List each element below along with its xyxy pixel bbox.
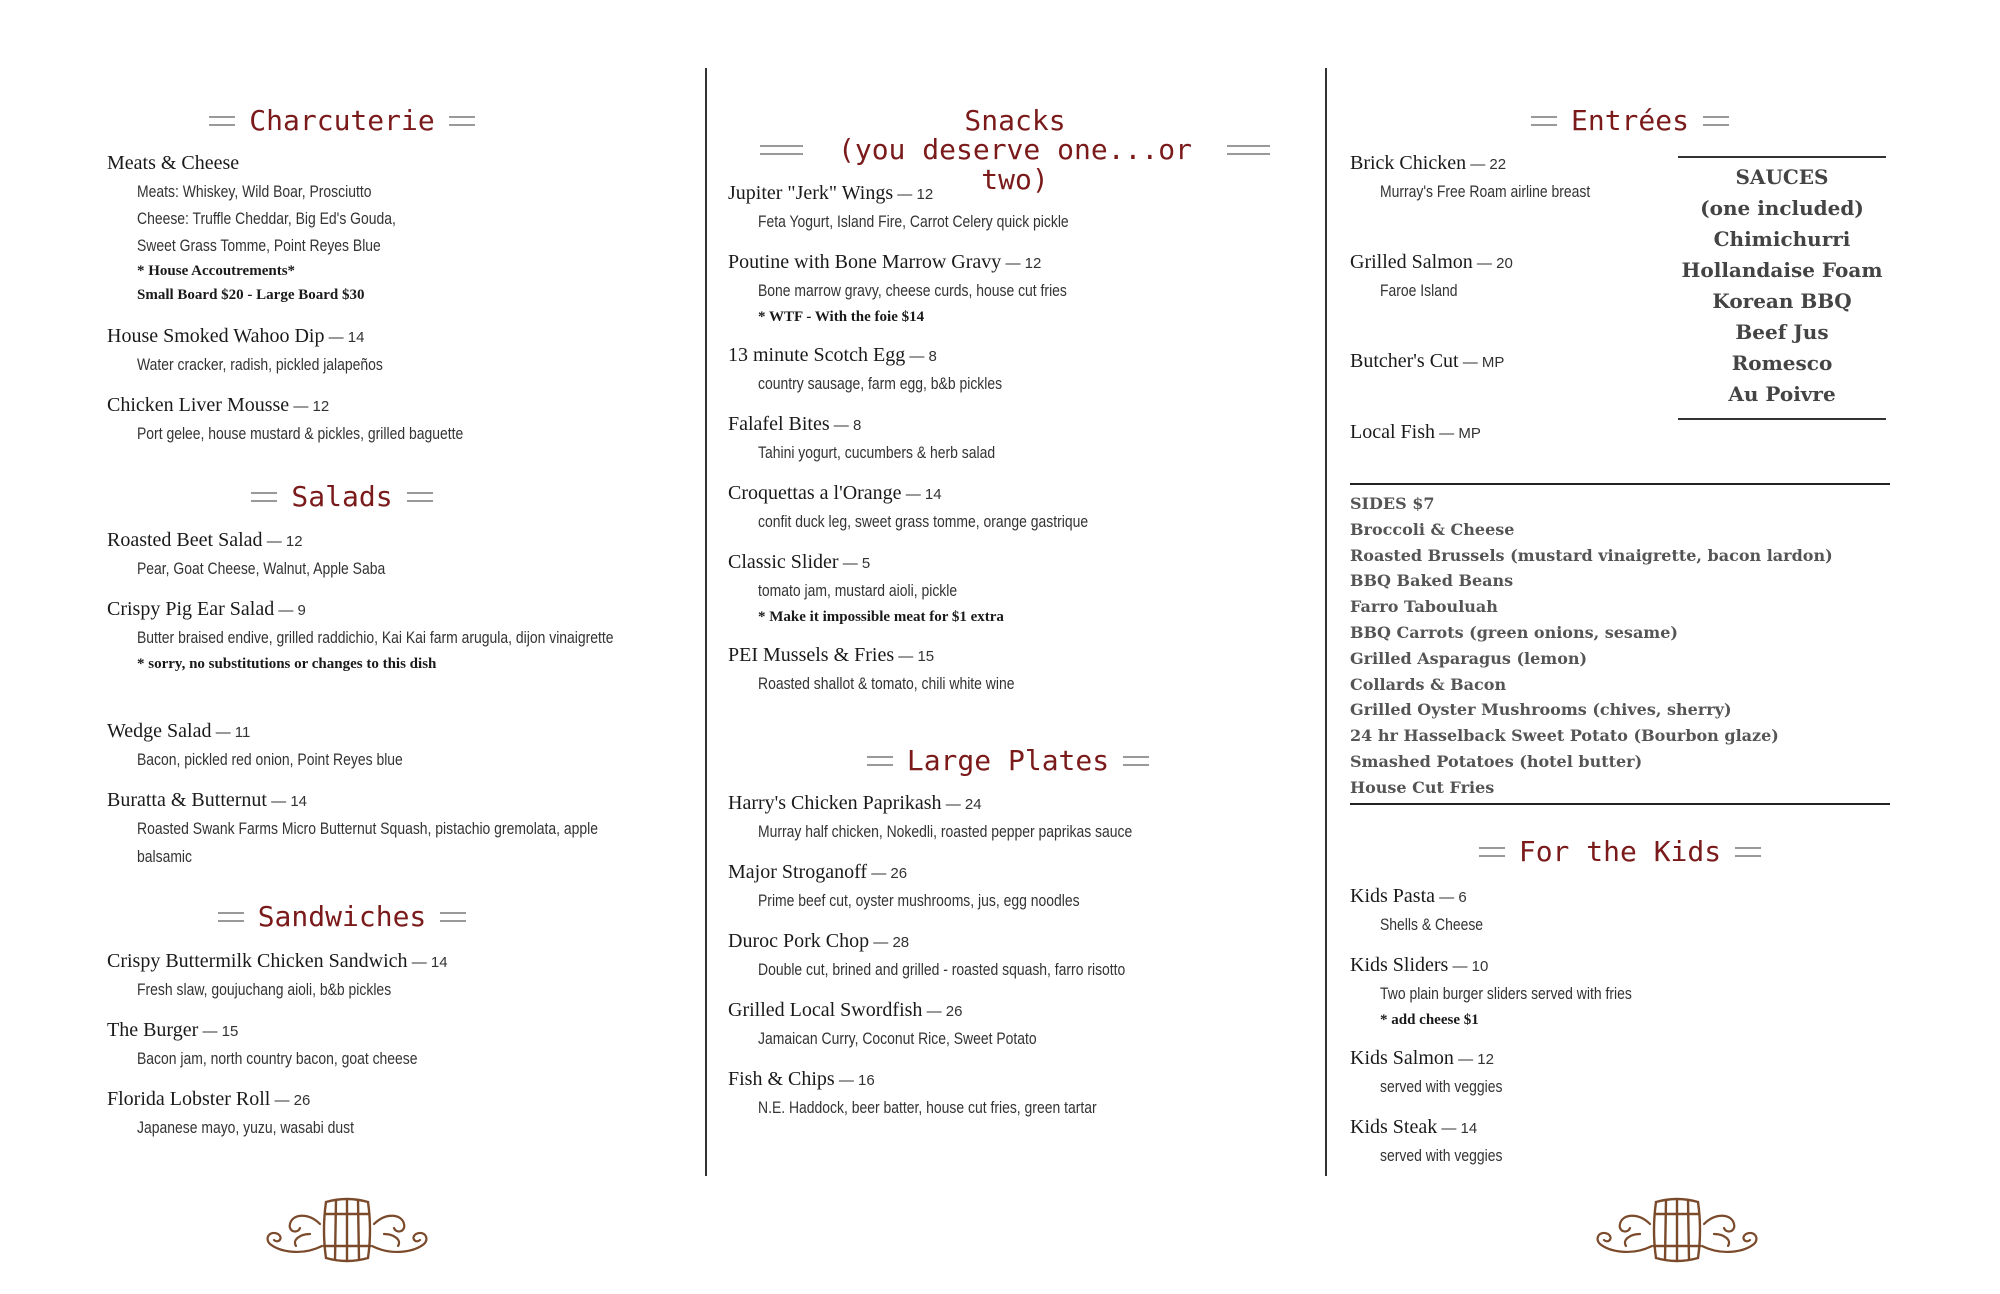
- column-divider-right: [1325, 68, 1327, 1176]
- menu-item: Florida Lobster Roll — 26 Japanese mayo, yuzu, wasabi dust: [107, 1088, 354, 1137]
- section-heading-sandwiches: Sandwiches: [107, 902, 577, 931]
- menu-item: Jupiter "Jerk" Wings — 12 Feta Yogurt, Island Fire, Carrot Celery quick pickle: [728, 182, 1069, 231]
- menu-item: The Burger — 15 Bacon jam, north country bacon, goat cheese: [107, 1019, 418, 1068]
- menu-item: Kids Salmon — 12 served with veggies: [1350, 1047, 1503, 1096]
- menu-item: Duroc Pork Chop — 28 Double cut, brined and grilled - roasted squash, farro risotto: [728, 930, 1126, 979]
- menu-item: Fish & Chips — 16 N.E. Haddock, beer batter, house cut fries, green tartar: [728, 1068, 1097, 1117]
- section-heading-entrees: Entrées: [1520, 106, 1740, 135]
- menu-item: Kids Steak — 14 served with veggies: [1350, 1116, 1503, 1165]
- menu-item: Local Fish — MP: [1350, 421, 1481, 443]
- sauces-box: SAUCES (one included) Chimichurri Hollandaise Foam Korean BBQ Beef Jus Romesco Au Poivre: [1678, 156, 1886, 420]
- menu-item: Roasted Beet Salad — 12 Pear, Goat Cheese, Walnut, Apple Saba: [107, 529, 386, 578]
- barrel-ornament-icon: [1592, 1194, 1762, 1266]
- menu-item: Meats & Cheese Meats: Whiskey, Wild Boar, Prosciutto Cheese: Truffle Cheddar, Big Ed's Gouda, Sweet Grass Tomme, Point Reyes Blue * House Accoutrements* Small Board $20 - Large Board $30: [107, 152, 396, 303]
- menu-item: Grilled Local Swordfish — 26 Jamaican Curry, Coconut Rice, Sweet Potato: [728, 999, 1037, 1048]
- section-heading-salads: Salads: [107, 482, 577, 511]
- menu-item: 13 minute Scotch Egg — 8 country sausage, farm egg, b&b pickles: [728, 344, 1003, 393]
- menu-item: Chicken Liver Mousse — 12 Port gelee, house mustard & pickles, grilled baguette: [107, 394, 464, 443]
- sides-box: SIDES $7 Broccoli & Cheese Roasted Brussels (mustard vinaigrette, bacon lardon) BBQ Baked Beans Farro Tabouluah BBQ Carrots (green onions, sesame) Grilled Asparagus (lemon) Collards & Bacon Grilled Oyster Mushrooms (chives, sherry) 24 hr Hasselback Sweet Potato (Bourbon glaze) Smashed Potatoes (hotel butter) House Cut Fries: [1350, 483, 1890, 805]
- menu-item: Crispy Buttermilk Chicken Sandwich — 14 Fresh slaw, goujuchang aioli, b&b pickles: [107, 950, 448, 999]
- menu-item: Wedge Salad — 11 Bacon, pickled red onion, Point Reyes blue: [107, 720, 403, 769]
- section-heading-large-plates: Large Plates: [728, 746, 1288, 775]
- menu-item: House Smoked Wahoo Dip — 14 Water cracker, radish, pickled jalapeños: [107, 325, 383, 374]
- section-heading-kids: For the Kids: [1350, 837, 1890, 866]
- menu-item: Crispy Pig Ear Salad — 9 Butter braised endive, grilled raddichio, Kai Kai farm arugula, dijon vinaigrette * sorry, no substitutions or changes to this dish: [107, 598, 614, 672]
- barrel-ornament-icon: [262, 1194, 432, 1266]
- section-heading-snacks: Snacks (you deserve one...or two): [760, 106, 1270, 194]
- menu-item: Classic Slider — 5 tomato jam, mustard aioli, pickle * Make it impossible meat for $1 extra: [728, 551, 1004, 625]
- column-divider-left: [705, 68, 707, 1176]
- section-heading-charcuterie: Charcuterie: [107, 106, 577, 135]
- menu-item: Kids Pasta — 6 Shells & Cheese: [1350, 885, 1484, 934]
- menu-item: Croquettas a l'Orange — 14 confit duck leg, sweet grass tomme, orange gastrique: [728, 482, 1089, 531]
- menu-item: Harry's Chicken Paprikash — 24 Murray half chicken, Nokedli, roasted pepper paprikas sauce: [728, 792, 1133, 841]
- menu-item: PEI Mussels & Fries — 15 Roasted shallot & tomato, chili white wine: [728, 644, 1015, 693]
- menu-item: Falafel Bites — 8 Tahini yogurt, cucumbers & herb salad: [728, 413, 996, 462]
- menu-item: Poutine with Bone Marrow Gravy — 12 Bone marrow gravy, cheese curds, house cut fries * WTF - With the foie $14: [728, 251, 1067, 325]
- menu-item: Butcher's Cut — MP: [1350, 350, 1505, 372]
- menu-item: Buratta & Butternut — 14 Roasted Swank Farms Micro Butternut Squash, pistachio gremolata, apple balsamic: [107, 789, 599, 866]
- menu-item: Major Stroganoff — 26 Prime beef cut, oyster mushrooms, jus, egg noodles: [728, 861, 1080, 910]
- menu-item: Brick Chicken — 22 Murray's Free Roam airline breast: [1350, 152, 1591, 201]
- menu-item: Grilled Salmon — 20 Faroe Island: [1350, 251, 1513, 300]
- menu-item: Kids Sliders — 10 Two plain burger sliders served with fries * add cheese $1: [1350, 954, 1632, 1028]
